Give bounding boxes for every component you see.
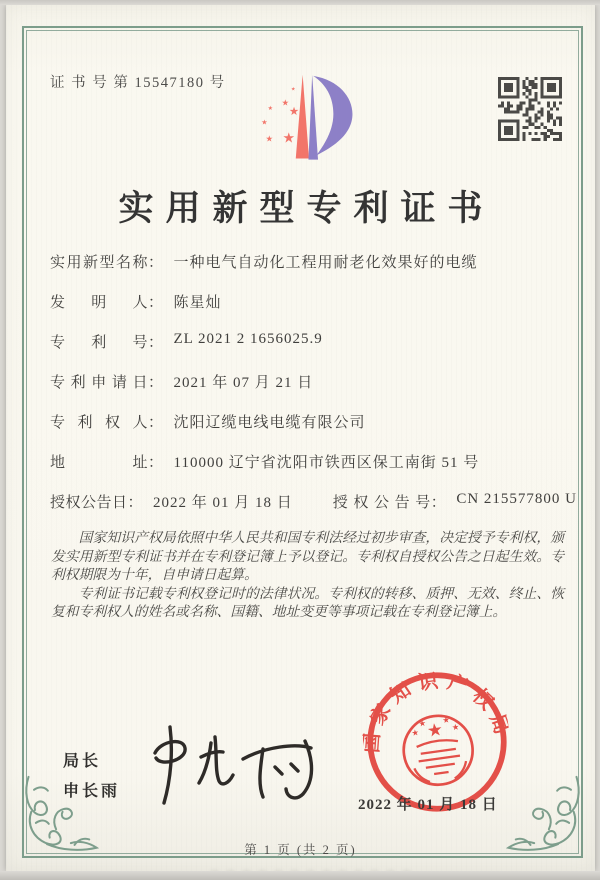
cnipa-logo-icon xyxy=(256,61,362,167)
certificate-title: 实用新型专利证书 xyxy=(118,189,495,228)
field-label: 专利申请日 xyxy=(50,375,148,391)
field-colon: ： xyxy=(148,295,164,311)
field-value: CN 215577800 U xyxy=(456,491,577,507)
field-colon: ： xyxy=(148,335,164,351)
field-value: 110000 辽宁省沈阳市铁西区保工南街 51 号 xyxy=(173,455,480,471)
field-value: 沈阳辽缆电线电缆有限公司 xyxy=(173,415,366,431)
svg-text:★: ★ xyxy=(451,722,460,733)
svg-text:★: ★ xyxy=(418,718,427,729)
field-colon: ： xyxy=(430,495,447,511)
star-glyph: ★ xyxy=(288,105,300,119)
field-label: 授权公告日 xyxy=(50,495,128,511)
field-value: 陈星灿 xyxy=(173,295,222,311)
field-colon: ： xyxy=(127,495,144,511)
director-name: 申长雨 xyxy=(63,783,121,800)
legal-text xyxy=(51,529,564,622)
field-row-inventor xyxy=(50,291,565,331)
legal-paragraph: 专利证书记载专利权登记时的法律状况。专利权的转移、质押、无效、终止、恢复和专利权人的姓名或名称、国籍、地址变更等事项记载在专利登记簿上。 xyxy=(51,585,564,620)
star-glyph: ★ xyxy=(267,105,273,112)
svg-text:★: ★ xyxy=(410,728,420,739)
field-value: 一种电气自动化工程用耐老化效果好的电缆 xyxy=(173,255,478,271)
star-glyph: ★ xyxy=(290,87,296,93)
field-value: ZL 2021 2 1656025.9 xyxy=(173,331,323,347)
director-title: 局长 xyxy=(63,753,102,770)
seal-date: 2022 年 01 月 18 日 xyxy=(358,797,498,813)
field-row-patent-number xyxy=(50,331,565,371)
legal-paragraph: 国家知识产权局依照中华人民共和国专利法经过初步审查，决定授予专利权，颁发实用新型专利证书并在专利登记簿上予以登记。专利权自授权公告之日起生效。专利权期限为十年，自申请日起算。 xyxy=(51,530,564,583)
certificate-paper xyxy=(6,5,595,871)
field-colon: ： xyxy=(148,255,164,271)
field-colon: ： xyxy=(148,415,164,431)
field-row-address xyxy=(50,451,565,491)
field-row-filing-date xyxy=(50,371,565,411)
field-label: 地址 xyxy=(50,455,148,471)
star-glyph: ★ xyxy=(261,119,268,127)
field-label: 专利号 xyxy=(50,335,148,351)
field-value: 2022 年 01 月 18 日 xyxy=(153,495,293,511)
field-value: 2021 年 07 月 21 日 xyxy=(173,375,314,391)
scan-edge xyxy=(0,0,600,5)
seal-ring-text: 国 家 知 识 产 权 局 xyxy=(360,670,514,754)
signoff-block xyxy=(63,748,120,808)
field-label: 实用新型名称 xyxy=(50,255,148,271)
field-label: 发明人 xyxy=(50,295,148,311)
star-glyph: ★ xyxy=(281,97,290,108)
field-colon: ： xyxy=(148,375,164,391)
field-label: 专利权人 xyxy=(50,415,148,431)
qr-code-image xyxy=(498,77,562,141)
handwritten-signature-icon xyxy=(139,717,334,809)
star-glyph: ★ xyxy=(282,130,295,146)
field-colon: ： xyxy=(148,455,164,471)
svg-text:★: ★ xyxy=(441,715,451,726)
page-indicator: 第 1 页 (共 2 页) xyxy=(244,843,357,857)
scan-edge xyxy=(0,871,600,880)
star-glyph: ★ xyxy=(265,133,274,144)
field-row-patentee xyxy=(50,411,565,451)
certificate-fields xyxy=(50,251,577,531)
field-row-grant xyxy=(50,491,577,531)
certificate-number: 证 书 号 第 15547180 号 xyxy=(50,75,226,91)
national-emblem-icon xyxy=(399,711,477,789)
field-row-name xyxy=(50,251,565,291)
svg-text:★: ★ xyxy=(425,718,445,741)
field-label: 授权公告号 xyxy=(332,495,431,511)
